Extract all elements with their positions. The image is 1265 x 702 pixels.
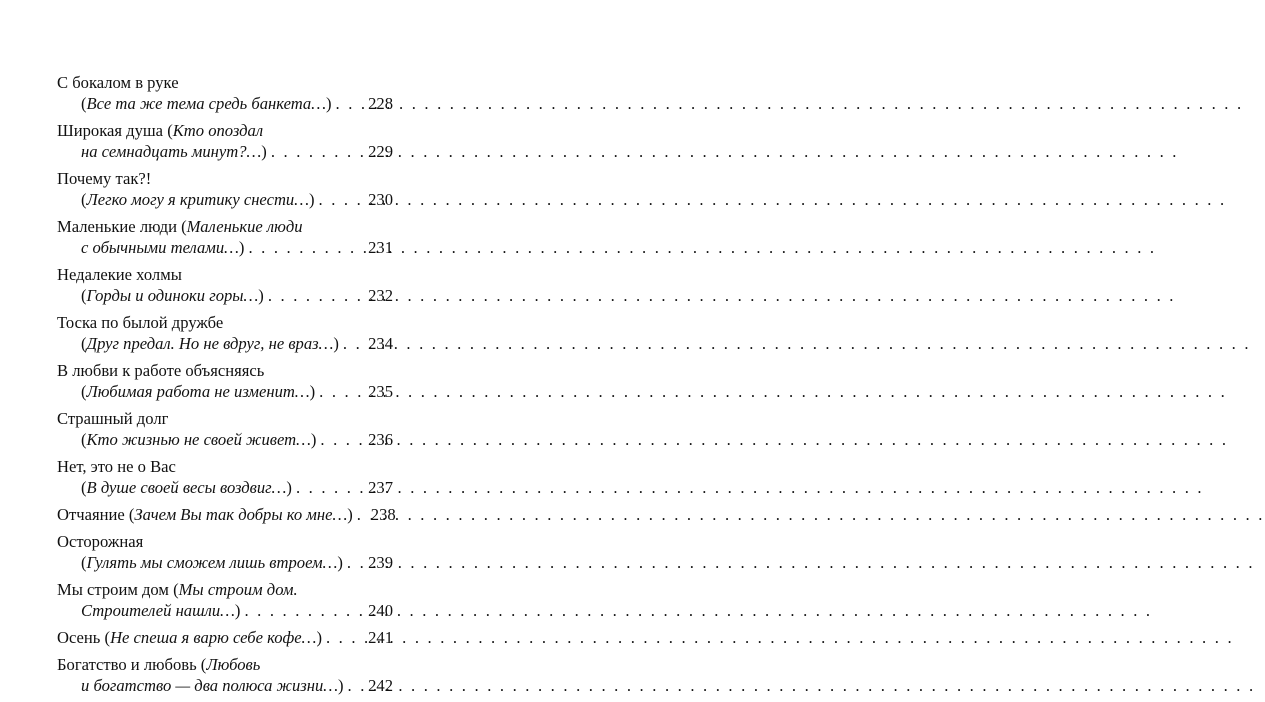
- entry-title: Страшный долг: [57, 409, 169, 428]
- dot-leader: [332, 93, 367, 114]
- toc-entry: [57, 408, 393, 450]
- entry-first-line: (Горды и одиноки горы…): [81, 286, 264, 305]
- dot-leader: [264, 285, 366, 306]
- dot-leader: [343, 552, 366, 573]
- entry-first-line: (Все та же тема средь банкета…): [81, 94, 332, 113]
- entry-title: Отчаяние: [57, 505, 125, 524]
- dot-leader: [315, 189, 367, 210]
- entry-first-line-cont: и богатство — два полюса жизни…: [81, 676, 338, 695]
- entry-first-line: (Кто жизнью не своей живет…): [81, 430, 317, 449]
- dot-leader: [292, 477, 366, 498]
- toc-entry: [57, 72, 393, 114]
- dot-leader: [315, 381, 366, 402]
- entry-first-line: (Друг предал. Но не вдруг, не враз…): [81, 334, 339, 353]
- toc-entry: [57, 360, 393, 402]
- entry-title: Недалекие холмы: [57, 265, 182, 284]
- entry-first-line: Маленькие люди: [186, 217, 303, 236]
- page-number: 231: [368, 238, 393, 257]
- toc-entry: [57, 456, 393, 498]
- toc-entry: Широкая душа (Кто опоздал на семнадцать минут?…) . . . 229: [57, 120, 393, 162]
- dot-leader: [339, 333, 366, 354]
- toc-entry: [57, 531, 393, 573]
- toc-entry: Мы строим дом (Мы строим дом. Строителей нашли…) . . . 240: [57, 579, 393, 621]
- table-of-contents: [57, 72, 396, 702]
- entry-first-line-cont: с обычными телами…: [81, 238, 239, 257]
- entry-title: Богатство и любовь: [57, 655, 197, 674]
- dot-leader: [322, 627, 366, 648]
- entry-first-line: Мы строим дом.: [178, 580, 298, 599]
- page-number: 236: [368, 430, 393, 449]
- entry-title: Почему так?!: [57, 169, 152, 188]
- toc-entry: Отчаяние (Зачем Вы так добры ко мне…) . . . 238: [57, 504, 393, 525]
- page-number: 241: [368, 628, 393, 647]
- entry-title: Осторожная: [57, 532, 144, 551]
- entry-title: С бокалом в руке: [57, 73, 179, 92]
- entry-first-line: Не спеша я варю себе кофе…: [110, 628, 317, 647]
- dot-leader: [244, 237, 366, 258]
- entry-title: Тоска по былой дружбе: [57, 313, 224, 332]
- dot-leader: [316, 429, 366, 450]
- entry-title: В любви к работе объясняясь: [57, 361, 265, 380]
- page-number: 239: [368, 553, 393, 572]
- entry-first-line: (Любимая работа не изменит…): [81, 382, 316, 401]
- page-number: 240: [368, 601, 393, 620]
- page-number: 237: [368, 478, 393, 497]
- entry-first-line: (В душе своей весы воздвиг…): [81, 478, 292, 497]
- dot-leader: [353, 504, 369, 525]
- toc-entry: [57, 312, 393, 354]
- page-number: 232: [368, 286, 393, 305]
- entry-first-line-cont: на семнадцать минут?…: [81, 142, 262, 161]
- entry-title: Широкая душа: [57, 121, 164, 140]
- page-number: 234: [368, 334, 393, 353]
- page-number: 230: [368, 190, 393, 209]
- entry-first-line: (Легко могу я критику снести…): [81, 190, 315, 209]
- page-number: 242: [368, 676, 393, 695]
- page-number: 228: [368, 94, 393, 113]
- entry-first-line-cont: Строителей нашли…: [81, 601, 235, 620]
- toc-entry: [57, 264, 393, 306]
- toc-entry: Осень (Не спеша я варю себе кофе…) . . . 241: [57, 627, 393, 648]
- dot-leader: [344, 675, 367, 696]
- entry-first-line: Любовь: [206, 655, 261, 674]
- page-number: 235: [368, 382, 393, 401]
- toc-entry: Богатство и любовь (Любовь и богатство — два полюса жизни…) . . . 242: [57, 654, 393, 696]
- page-number: 229: [368, 142, 393, 161]
- toc-entry: [57, 168, 393, 210]
- entry-first-line: Кто опоздал: [172, 121, 264, 140]
- page-number: 238: [370, 505, 396, 524]
- entry-title: Нет, это не о Вас: [57, 457, 176, 476]
- entry-title: Маленькие люди: [57, 217, 177, 236]
- dot-leader: [267, 141, 366, 162]
- dot-leader: [240, 600, 366, 621]
- entry-first-line: (Гулять мы сможем лишь втроем…): [81, 553, 343, 572]
- entry-title: Осень: [57, 628, 101, 647]
- entry-title: Мы строим дом: [57, 580, 169, 599]
- toc-entry: Маленькие люди (Маленькие люди с обычными телами…) . . . 231: [57, 216, 393, 258]
- entry-first-line: Зачем Вы так добры ко мне…: [134, 505, 348, 524]
